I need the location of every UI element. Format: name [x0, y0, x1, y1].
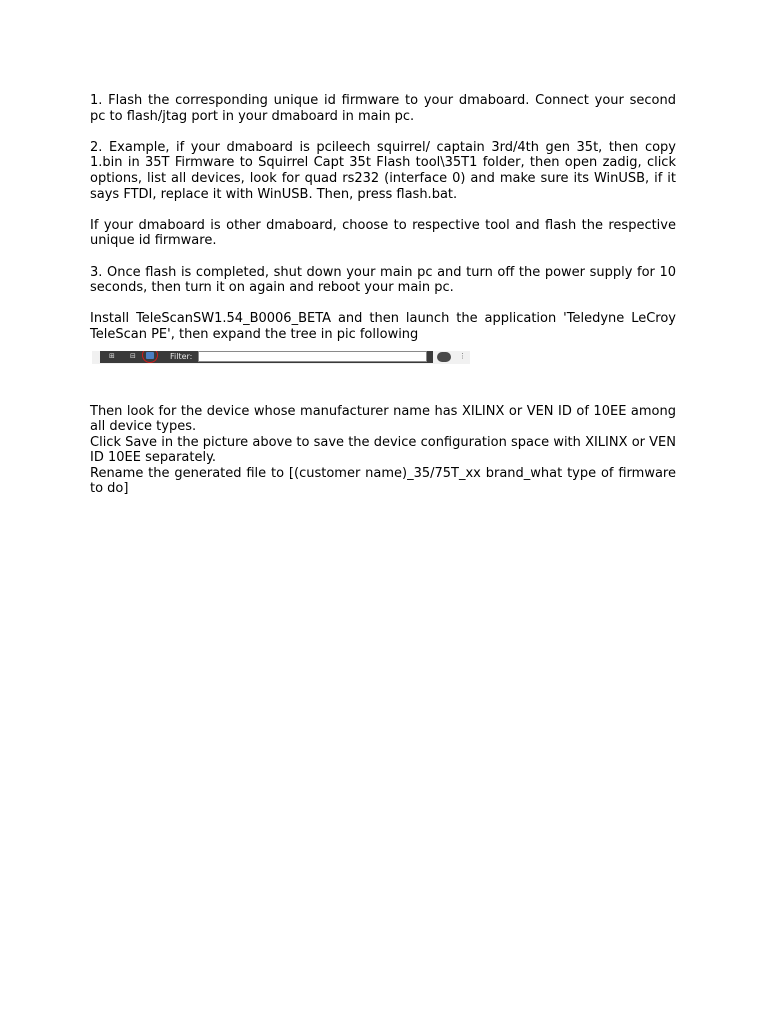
- filter-label: Filter:: [170, 351, 193, 361]
- view-icon[interactable]: ⋮: [459, 351, 466, 360]
- expand-icon[interactable]: ⊞: [109, 351, 115, 360]
- paragraph-look-for-device: Then look for the device whose manufacturer name has XILINX or VEN ID of 10EE among all device types.: [90, 403, 676, 435]
- options-icon[interactable]: [437, 352, 451, 362]
- paragraph-other-dmaboard: If your dmaboard is other dmaboard, choose to respective tool and flash the respective unique id firmware.: [90, 217, 676, 249]
- collapse-icon[interactable]: ⊟: [130, 351, 136, 360]
- toolbar-divider: [430, 351, 433, 363]
- paragraph-rename-file: Rename the generated file to [(customer name)_35/75T_xx brand_what type of firmware to do]: [90, 465, 676, 497]
- document-page: [90, 93, 676, 497]
- paragraph-install-telescan: Install TeleScanSW1.54_B0006_BETA and then launch the application 'Teledyne LeCroy TeleScan PE', then expand the tree in pic following: [90, 311, 676, 342]
- paragraph-step-2: 2. Example, if your dmaboard is pcileech squirrel/ captain 3rd/4th gen 35t, then copy 1.bin in 35T Firmware to Squirrel Capt 35t Flash tool\35T1 folder, then open zadig, click options, list all devices, look for quad rs232 (interface 0) and make sure its WinUSB, if it says FTDI, replace it with WinUSB. Then, press flash.bat.: [90, 139, 676, 202]
- toolbar-screenshot: [92, 351, 470, 364]
- save-highlight-circle: [142, 351, 158, 363]
- paragraph-click-save: Click Save in the picture above to save the device configuration space with XILINX or VEN ID 10EE separately.: [90, 434, 676, 466]
- filter-input[interactable]: [198, 351, 427, 362]
- paragraph-step-3: 3. Once flash is completed, shut down your main pc and turn off the power supply for 10 seconds, then turn it on again and reboot your main pc.: [90, 264, 676, 296]
- paragraph-step-1: 1. Flash the corresponding unique id firmware to your dmaboard. Connect your second pc to flash/jtag port in your dmaboard in main pc.: [90, 93, 676, 124]
